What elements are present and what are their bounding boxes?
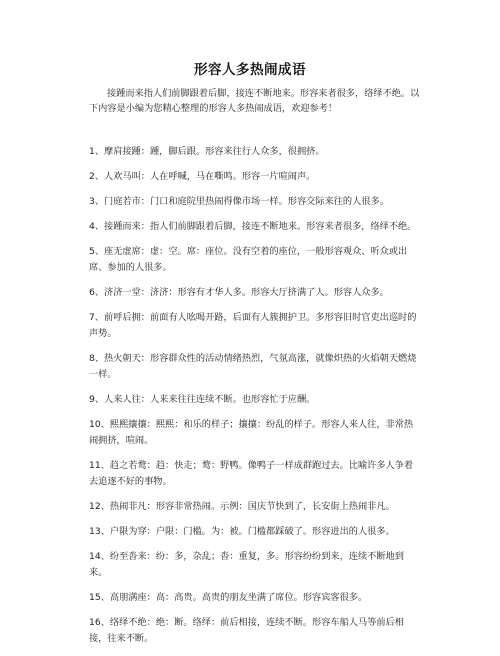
idiom-entry: 13、户限为穿：户限：门槛。为：被。门槛都踩破了。形容进出的人很多。 xyxy=(89,526,395,537)
idiom-entry: 6、济济一堂：济济：形容有才华人多。形容大厅挤满了人。形容人众多。 xyxy=(89,287,389,298)
idiom-entry: 12、热闹非凡：形容非常热闹。示例：国庆节快到了，长安街上热闹非凡。 xyxy=(89,501,395,512)
idiom-entry: 4、接踵而来：指人们前脚跟着后脚，接连不断地来。形容来者很多，络绎不绝。 xyxy=(89,221,417,232)
idiom-entry: 10、熙熙攘攘：熙熙：和乐的样子；攘攘：纷乱的样子。形容人来人往，非常热闹拥挤，喧闹。 xyxy=(89,419,414,446)
idiom-entry: 15、高朋满座：高：高贵。高贵的朋友坐满了席位。形容宾客很多。 xyxy=(89,592,368,603)
idiom-entry: 14、纷至沓来：纷：多，杂乱；沓：重复，多。形容纷纷到来，连续不断地到来。 xyxy=(89,551,404,578)
intro-paragraph: 接踵而来指人们前脚跟着后脚，接连不断地来。形容来者很多，络绎不绝。以下内容是小编为您精心整理的形容人多热闹成语，欢迎参考！ xyxy=(89,88,420,114)
idiom-entry: 5、座无虚席：虚：空。席：座位。没有空着的座位，一般形容观众、听众或出席、参加的人很多。 xyxy=(89,246,408,273)
idiom-entry: 7、前呼后拥：前面有人吆喝开路，后面有人簇拥护卫。多形容旧时官吏出巡时的声势。 xyxy=(89,312,417,339)
idiom-entry: 11、趋之若鹜：趋：快走；鹜：野鸭。像鸭子一样成群跑过去。比喻许多人争着去追逐不好的事物。 xyxy=(89,460,414,487)
idiom-list xyxy=(89,144,421,656)
idiom-entry: 3、门庭若市：门口和庭院里热闹得像市场一样。形容交际来往的人很多。 xyxy=(89,196,389,207)
idiom-entry: 2、人欢马叫：人在呼喊，马在嘶鸣。形容一片喧闹声。 xyxy=(89,171,316,182)
idiom-entry: 16、络绎不绝：绝：断。络绎：前后相接，连续不断。形容车船人马等前后相接，往来不断。 xyxy=(89,617,404,644)
idiom-entry: 8、热火朝天：形容群众性的活动情绪热烈，气氛高涨，就像炽热的火焰朝天燃烧一样。 xyxy=(89,353,417,380)
document-title: 形容人多热闹成语 xyxy=(194,62,306,78)
idiom-entry: 1、摩肩接踵：踵，脚后跟。形容来往行人众多，很拥挤。 xyxy=(89,146,325,157)
idiom-entry: 9、人来人往：人来来往往连续不断。也形容忙于应酬。 xyxy=(89,394,316,405)
